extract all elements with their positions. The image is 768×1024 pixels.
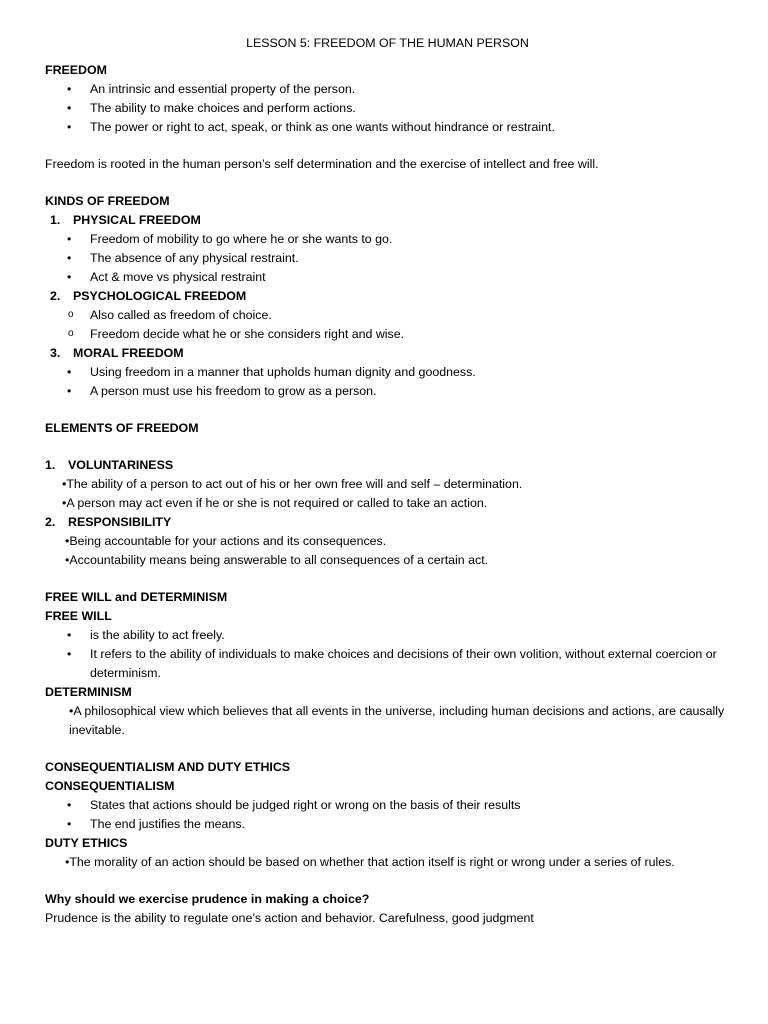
element-voluntariness-heading — [45, 456, 750, 475]
section-heading-elements: ELEMENTS OF FREEDOM — [45, 421, 199, 435]
subheading-conseq: CONSEQUENTIALISM — [45, 779, 175, 793]
list-item: o Freedom decide what he or she considers right and wise. — [45, 325, 750, 344]
list-item: • Using freedom in a manner that upholds human dignity and goodness. — [45, 363, 750, 382]
list-item: • A person must use his freedom to grow as a person. — [45, 382, 750, 401]
list-item: • The end justifies the means. — [45, 815, 750, 834]
list-item: • An intrinsic and essential property of the person. — [45, 80, 750, 99]
prudence-answer: Prudence is the ability to regulate one’s action and behavior. Carefulness, good judgment — [45, 911, 534, 925]
list-number: 2. — [45, 515, 56, 529]
list-item: • The power or right to act, speak, or think as one wants without hindrance or restraint. — [45, 118, 750, 137]
section-heading-conseq: CONSEQUENTIALISM AND DUTY ETHICS — [45, 760, 291, 774]
list-number: 3. — [50, 346, 61, 360]
subheading-determinism: DETERMINISM — [45, 685, 132, 699]
section-heading-freedom: FREEDOM — [45, 63, 107, 77]
section-heading-freewill: FREE WILL and DETERMINISM — [45, 590, 228, 604]
conseq-list — [45, 796, 750, 834]
freedom-list — [45, 80, 750, 137]
list-item: •A person may act even if he or she is not required or called to take an action. — [62, 496, 488, 510]
subheading-freewill: FREE WILL — [45, 609, 112, 623]
element-responsibility-heading — [45, 513, 750, 532]
list-item: • States that actions should be judged right or wrong on the basis of their results — [45, 796, 750, 815]
moral-list — [45, 363, 750, 401]
kind-moral-heading — [45, 344, 750, 363]
document-page — [45, 34, 750, 928]
element-label: VOLUNTARINESS — [68, 458, 174, 472]
determinism-text: •A philosophical view which believes that all events in the universe, including human decisions and actions, are causally inevitable. — [69, 704, 725, 737]
list-item: • Freedom of mobility to go where he or she wants to go. — [45, 230, 750, 249]
list-number: 2. — [50, 289, 61, 303]
list-item: • Act & move vs physical restraint — [45, 268, 750, 287]
kind-label: MORAL FREEDOM — [73, 346, 184, 360]
subheading-duty-ethics: DUTY ETHICS — [45, 836, 128, 850]
list-item: • The absence of any physical restraint. — [45, 249, 750, 268]
kind-psychological-heading — [45, 287, 750, 306]
physical-list — [45, 230, 750, 287]
kind-physical-heading — [45, 211, 750, 230]
list-item: •The ability of a person to act out of his or her own free will and self – determination. — [62, 477, 523, 491]
list-item: •Accountability means being answerable to all consequences of a certain act. — [65, 553, 489, 567]
duty-ethics-text: •The morality of an action should be based on whether that action itself is right or wrong under a series of rules. — [65, 855, 675, 869]
list-item: • It refers to the ability of individuals to make choices and decisions of their own volition, without external coercion or determinism. — [45, 645, 750, 683]
section-heading-kinds: KINDS OF FREEDOM — [45, 194, 170, 208]
freewill-list — [45, 626, 750, 683]
list-item: •Being accountable for your actions and its consequences. — [65, 534, 387, 548]
kind-label: PHYSICAL FREEDOM — [73, 213, 201, 227]
list-number: 1. — [50, 213, 61, 227]
list-item: o Also called as freedom of choice. — [45, 306, 750, 325]
prudence-question: Why should we exercise prudence in making a choice? — [45, 892, 370, 906]
list-item: • is the ability to act freely. — [45, 626, 750, 645]
element-label: RESPONSIBILITY — [68, 515, 172, 529]
list-item: • The ability to make choices and perform actions. — [45, 99, 750, 118]
page-title: LESSON 5: FREEDOM OF THE HUMAN PERSON — [246, 36, 529, 50]
freedom-paragraph: Freedom is rooted in the human person’s self determination and the exercise of intellect and free will. — [45, 157, 599, 171]
list-number: 1. — [45, 458, 56, 472]
kind-label: PSYCHOLOGICAL FREEDOM — [73, 289, 247, 303]
psychological-list — [45, 306, 750, 344]
